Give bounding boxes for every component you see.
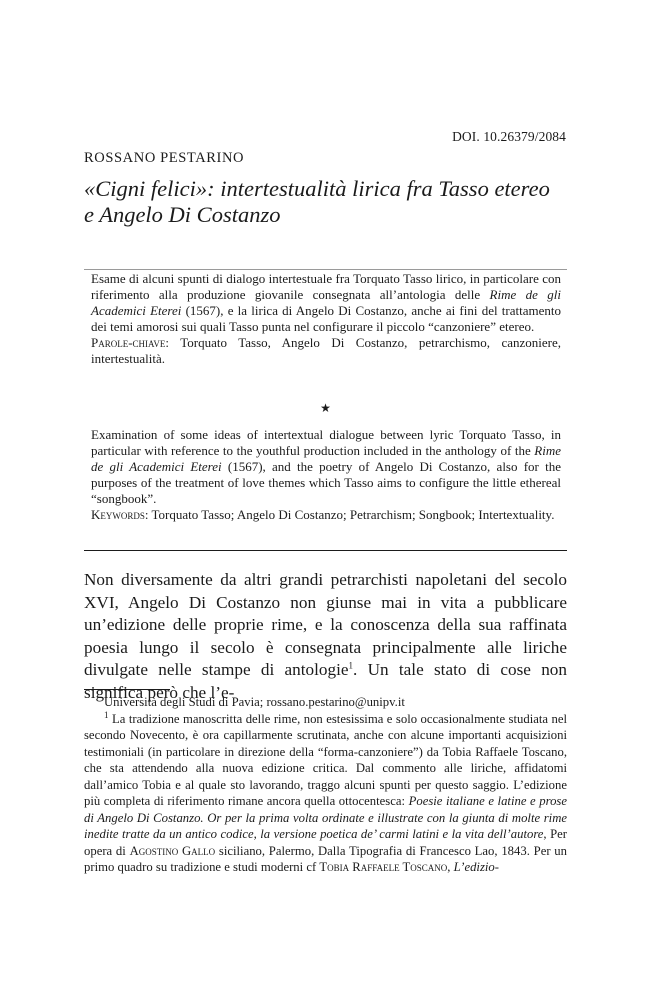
abstract-en-keywords: Keywords: Torquato Tasso; Angelo Di Costanzo; Petrarchism; Songbook; Intertextuality.	[91, 507, 555, 523]
keywords-label-it: Parole-chiave:	[91, 335, 170, 351]
footnote-1: $^1$ La tradizione manoscritta delle rime, non estesissima e solo occasionalmente studiata nel secondo Novecento, è ora capillarmente scrutinata, anche con alcune importanti acquisizioni testimoniali (in particolare in direzione della “forma-canzoniere”) da Tobia Raffaele Toscano, che sta attendendo alla nuova edizione critica. Dal commento alle liriche, affidatomi dall’amico Tobia e al quale sto lavorando, traggo alcuni spunti per questo saggio. L’edizione più completa di riferimento rimane ancora quella ottocentesca: Poesie italiane e latine e prose di Angelo Di Costanzo. Or per la prima volta ordinate e illustrate con la giunta di molte rime inedite tratte da un antico codice, la versione poetica de’ carmi latini e la vita dell’autore, Per opera di Agostino Gallo siciliano, Palermo, Dalla Tipografia di Francesco Lao, 1843. Per un primo quadro su tradizione e studi moderni cf Tobia Raffaele Toscano, L’edizio-	[84, 709, 567, 874]
body-paragraph: Non diversamente da altri grandi petrarchisti napoletani del secolo XVI, Angelo Di Costanzo non giunse mai in vita a pubblicare un’edizione delle proprie rime, e la conoscenza della sua raffinata poesia lungo il secolo è consegnata principalmente alle liriche divulgate nelle stampe di antologie$^1$. Un tale stato di cose non significa però che l’e-	[84, 570, 567, 702]
abstract-box	[84, 269, 567, 551]
doi-label: DOI. 10.26379/2084	[452, 129, 566, 144]
footnotes	[84, 694, 567, 876]
footnote-ref-1[interactable]: 1	[348, 660, 354, 671]
title-line-2: e Angelo Di Costanzo	[84, 202, 281, 227]
separator-star: ★	[320, 401, 331, 415]
abstract-en-text: Examination of some ideas of intertextual dialogue between lyric Torquato Tasso, in particular with reference to the youthful production included in the anthology of the Rime de gli Academici Eterei (1567), and the poetry of Angelo Di Costanzo, also for the purposes of the treatment of love themes which Tasso aims to configure the little ethereal “songbook”.	[91, 427, 562, 507]
abstract-it-text: Esame di alcuni spunti di dialogo intertestuale fra Torquato Tasso lirico, in particolare con riferimento alla produzione giovanile consegnata all’antologia delle Rime de gli Academici Eterei (1567), e la lirica di Angelo Di Costanzo, anche ai fini del trattamento dei temi amorosi sui quali Tasso punta nel configurare il piccolo “canzoniere” etereo.	[91, 271, 561, 335]
abstract-italian	[91, 271, 561, 368]
abstract-it-keywords: Parole-chiave: Torquato Tasso, Angelo Di Costanzo, petrarchismo, canzoniere, intertestualità.	[91, 335, 561, 367]
title-line-1: «Cigni felici»: intertestualità lirica fra Tasso etereo	[84, 176, 550, 201]
abstract-english	[91, 427, 561, 524]
keywords-label-en: Keywords:	[91, 507, 149, 523]
affiliation-note: Università degli Studi di Pavia; rossano.pestarino@unipv.it	[104, 695, 405, 709]
author-name: ROSSANO PESTARINO	[84, 150, 245, 166]
article-title	[84, 176, 574, 228]
footnote-rule	[84, 689, 170, 690]
footnote-number-1: 1	[104, 709, 109, 720]
